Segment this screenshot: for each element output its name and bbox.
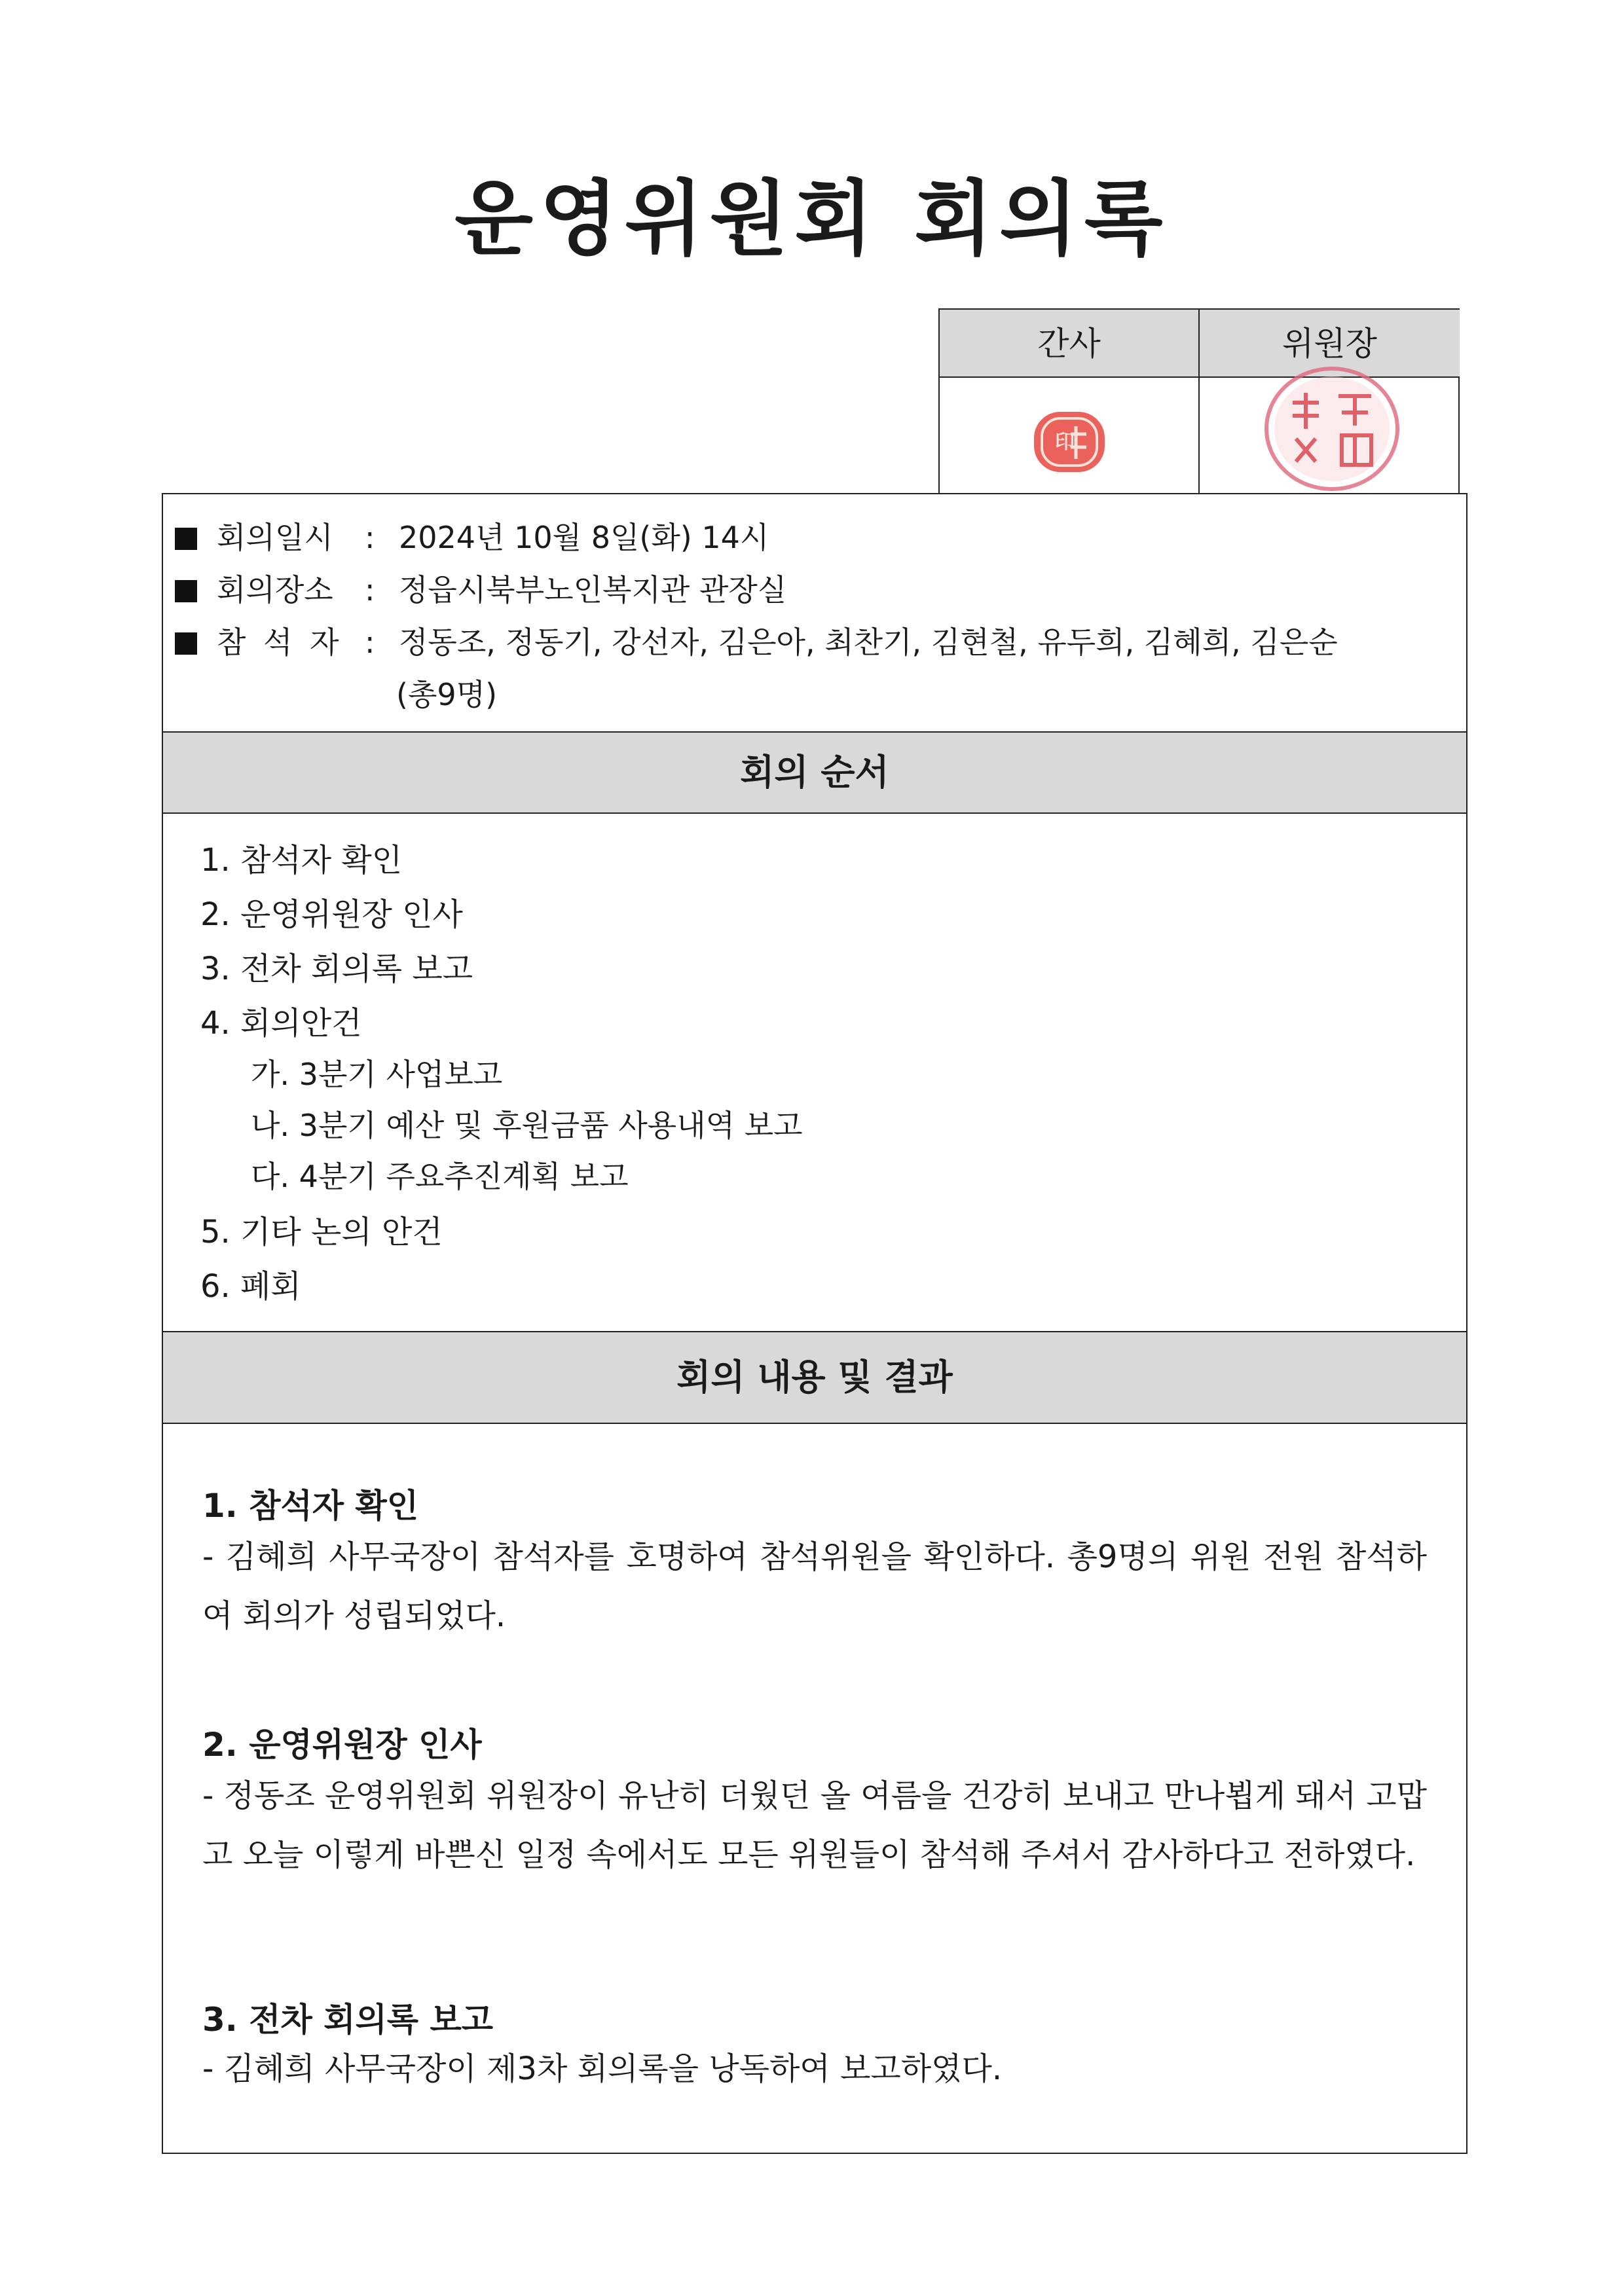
agenda-item: 1. 참석자 확인 xyxy=(200,842,403,879)
info-label-date: 회의일시 xyxy=(217,520,333,555)
info-value-place: 정읍시북부노인복지관 관장실 xyxy=(399,572,787,608)
approval-header-secretary: 간사 xyxy=(940,310,1200,378)
section-title: 3. 전차 회의록 보고 xyxy=(202,2001,494,2039)
square-bullet-icon xyxy=(175,528,197,550)
info-attendees-total: (총9명) xyxy=(396,677,498,712)
section-title: 2. 운영위원장 인사 xyxy=(202,1726,482,1764)
approval-cell-chairman xyxy=(1200,378,1460,494)
section-title: 1. 참석자 확인 xyxy=(202,1487,419,1525)
info-value-attendees: 정동조, 정동기, 강선자, 김은아, 최찬기, 김현철, 유두희, 김혜희, 김은순 xyxy=(399,625,1338,660)
info-value-date: 2024년 10월 8일(화) 14시 xyxy=(399,520,769,555)
agenda-subitem: 가. 3분기 사업보고 xyxy=(251,1057,503,1092)
approval-header-chairman: 위원장 xyxy=(1200,310,1460,378)
meeting-info xyxy=(163,494,1466,733)
approval-cell-secretary xyxy=(940,378,1200,494)
agenda-item: 3. 전차 회의록 보고 xyxy=(200,951,473,987)
agenda-item: 5. 기타 논의 안건 xyxy=(200,1214,443,1250)
square-bullet-icon xyxy=(175,580,197,602)
page-title: 운영위원회 회의록 xyxy=(454,172,1170,266)
secretary-seal-icon xyxy=(1030,408,1109,476)
agenda-item: 2. 운영위원장 인사 xyxy=(200,896,463,933)
info-row-date: 회의일시 : 2024년 10월 8일(화) 14시 xyxy=(175,514,769,557)
content-heading: 회의 내용 및 결과 xyxy=(163,1331,1466,1424)
agenda-subitem: 나. 3분기 예산 및 후원금품 사용내역 보고 xyxy=(251,1108,803,1143)
square-bullet-icon xyxy=(175,632,197,655)
svg-text:印: 印 xyxy=(1055,431,1075,454)
agenda-heading: 회의 순서 xyxy=(163,731,1466,814)
section-text: - 김혜희 사무국장이 제3차 회의록을 낭독하여 보고하였다. xyxy=(202,2050,1003,2087)
minutes-table xyxy=(162,493,1467,2154)
info-label-place: 회의장소 xyxy=(217,572,333,608)
chairman-seal-icon xyxy=(1260,363,1404,494)
agenda-item: 6. 폐회 xyxy=(200,1268,301,1305)
info-label-attendees: 참 석 자 xyxy=(217,625,343,660)
approval-box xyxy=(938,308,1460,494)
section-text: - 정동조 운영위원회 위원장이 유난히 더웠던 올 여름을 건강히 보내고 만나뵙게 돼서 고맙고 오늘 이렇게 바쁜신 일정 속에서도 모든 위원들이 참석해 주셔서 감사하다고 전하였다. xyxy=(202,1777,1427,1873)
section-text: - 김혜희 사무국장이 참석자를 호명하여 참석위원을 확인하다. 총9명의 위원 전원 참석하여 회의가 성립되었다. xyxy=(202,1539,1427,1634)
agenda-subitem: 다. 4분기 주요추진계획 보고 xyxy=(251,1159,629,1194)
agenda-item: 4. 회의안건 xyxy=(200,1005,362,1042)
info-row-attendees: 참 석 자 : 정동조, 정동기, 강선자, 김은아, 최찬기, 김현철, 유두희, 김혜희, 김은순 xyxy=(175,619,1338,662)
info-row-place: 회의장소 : 정읍시북부노인복지관 관장실 xyxy=(175,566,786,610)
